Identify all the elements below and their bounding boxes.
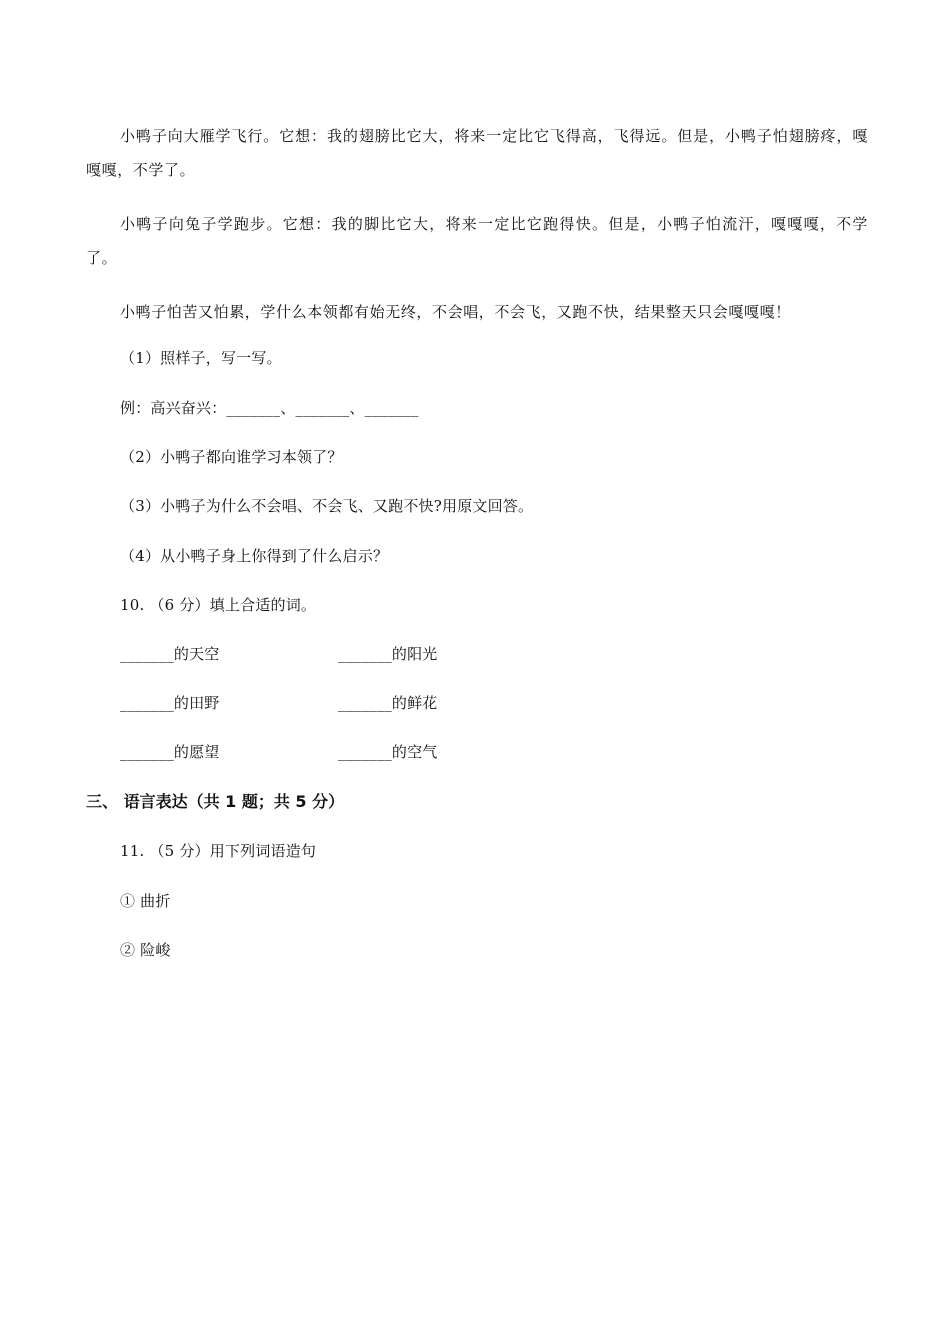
fill-word: 的天空 [173, 645, 220, 663]
question-10-title: 10. （6 分）填上合适的词。 [120, 596, 317, 614]
fill-blank[interactable]: _______ [338, 743, 392, 761]
fill-word: 的田野 [173, 694, 220, 712]
q10-row-1-right [338, 643, 438, 665]
section-3-heading: 三、 语言表达（共 1 题；共 5 分） [86, 792, 345, 811]
separator: 、 [349, 399, 365, 417]
example-blank-2[interactable]: _______ [295, 399, 350, 417]
passage-paragraph-1: 小鸭子向大雁学飞行。它想：我的翅膀比它大，将来一定比它飞得高，飞得远。但是，小鸭子怕翅膀疼，嘎嘎嘎，不学了。 [86, 127, 868, 179]
fill-blank[interactable]: _______ [338, 645, 392, 663]
fill-word: 的空气 [391, 743, 438, 761]
q10-row-1-left [120, 643, 220, 665]
passage-paragraph-2: 小鸭子向兔子学跑步。它想：我的脚比它大，将来一定比它跑得快。但是，小鸭子怕流汗，嘎嘎嘎，不学了。 [86, 215, 868, 267]
question-9-1-example [120, 397, 419, 419]
question-11-item-1: ① 曲折 [120, 892, 171, 910]
fill-blank[interactable]: _______ [120, 743, 174, 761]
q10-row-2-left [120, 692, 220, 714]
fill-word: 的愿望 [173, 743, 220, 761]
question-9-1: （1）照样子，写一写。 [120, 349, 282, 367]
fill-blank[interactable]: _______ [120, 645, 174, 663]
passage-paragraph-3: 小鸭子怕苦又怕累，学什么本领都有始无终，不会唱，不会飞，又跑不快，结果整天只会嘎嘎嘎！ [120, 303, 791, 321]
fill-blank[interactable]: _______ [338, 694, 392, 712]
question-9-4: （4）从小鸭子身上你得到了什么启示？ [120, 547, 389, 565]
q10-row-2-right [338, 692, 438, 714]
q10-row-3-right [338, 741, 438, 763]
example-blank-1[interactable]: _______ [226, 399, 281, 417]
question-9-2: （2）小鸭子都向谁学习本领了？ [120, 448, 343, 466]
example-prefix: 例：高兴奋兴： [120, 399, 227, 417]
fill-word: 的鲜花 [391, 694, 438, 712]
separator: 、 [280, 399, 296, 417]
question-9-3: （3）小鸭子为什么不会唱、不会飞、又跑不快?用原文回答。 [120, 497, 534, 515]
example-blank-3[interactable]: _______ [364, 399, 419, 417]
fill-word: 的阳光 [391, 645, 438, 663]
fill-blank[interactable]: _______ [120, 694, 174, 712]
q10-row-3-left [120, 741, 220, 763]
question-11-item-2: ② 险峻 [120, 941, 171, 959]
question-11-title: 11. （5 分）用下列词语造句 [120, 842, 317, 860]
